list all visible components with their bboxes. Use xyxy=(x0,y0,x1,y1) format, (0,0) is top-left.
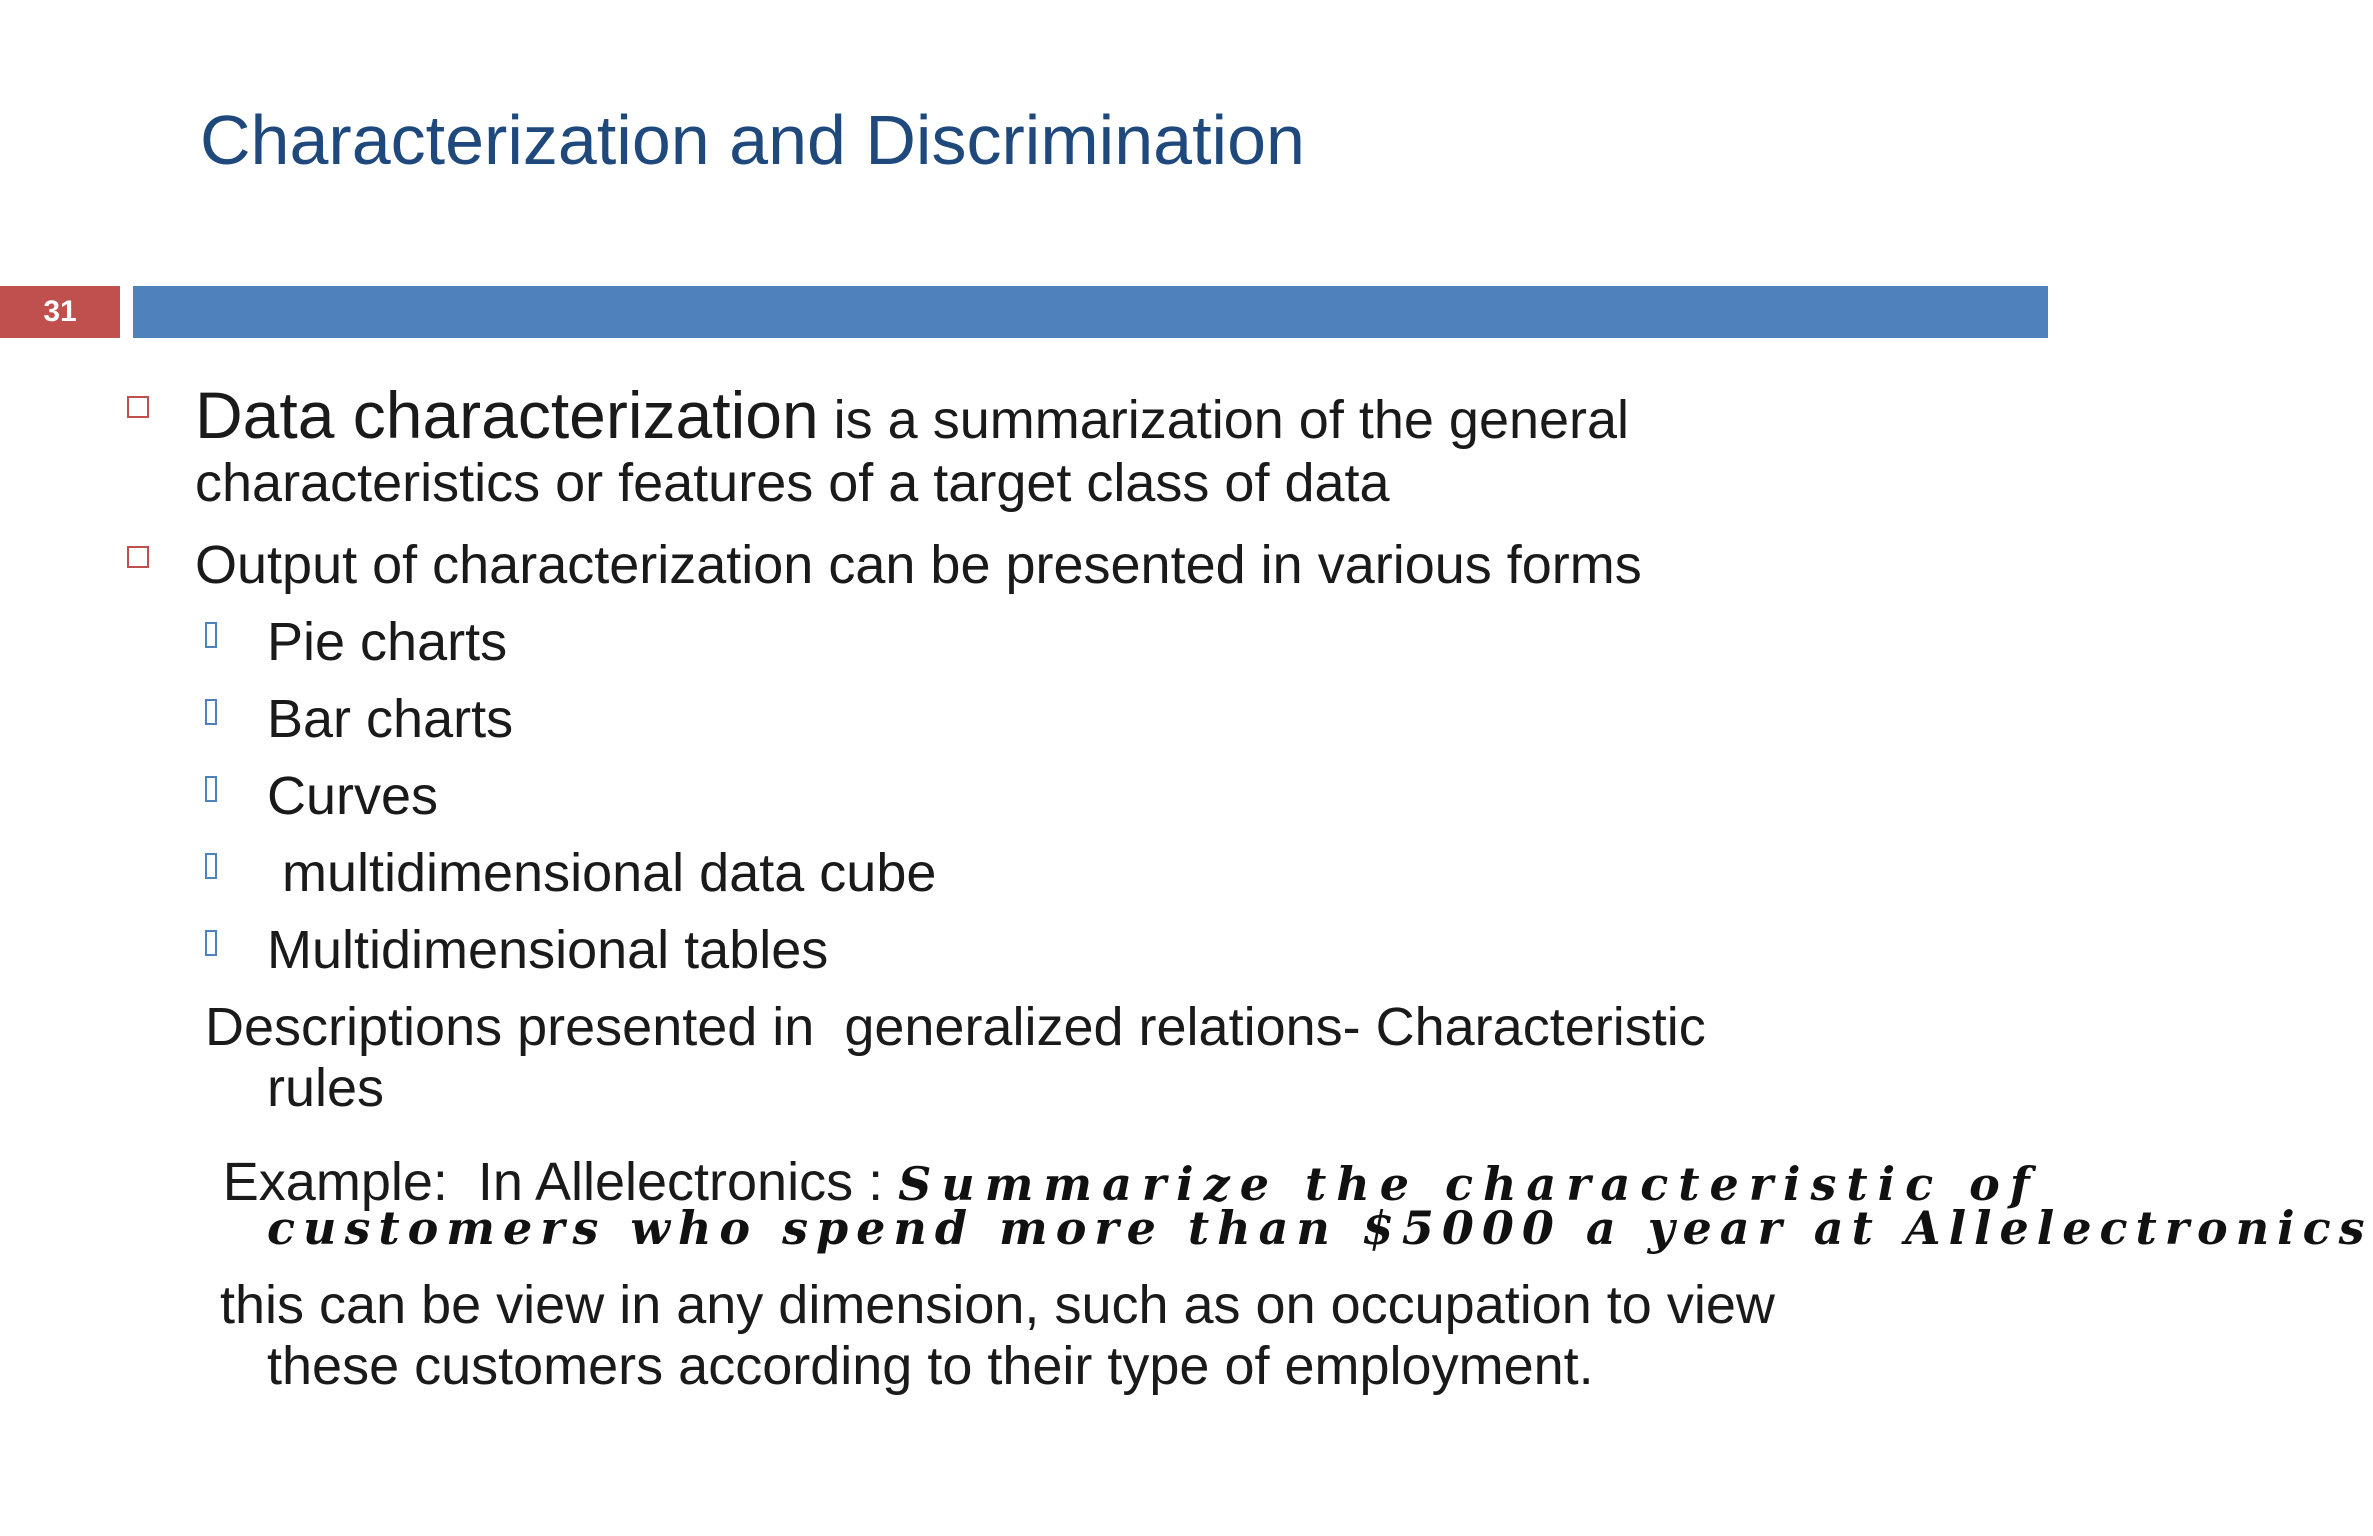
sub-bullet-icon xyxy=(205,853,217,879)
example-prefix: Example: In Allelectronics : xyxy=(222,1152,899,1212)
sub-bullet-pie-charts: Pie charts xyxy=(267,612,508,672)
header-divider-bar xyxy=(133,286,2048,338)
bullet-1-lead: Data characterization xyxy=(195,378,819,452)
bullet-1-line-1 xyxy=(195,378,1630,452)
sub-bullet-icon xyxy=(205,699,217,725)
view-line-2: these customers according to their type of employment. xyxy=(267,1336,1594,1396)
bullet-1-line-2: characteristics or features of a target class of data xyxy=(195,453,1390,513)
sub-bullet-multidimensional-tables: Multidimensional tables xyxy=(267,920,829,980)
example-script-line-2: customers who spend more than $5000 a year at Allelectronics xyxy=(267,1201,2373,1255)
sub-bullet-icon xyxy=(205,930,217,956)
sub-bullet-icon xyxy=(205,776,217,802)
sub-bullet-curves: Curves xyxy=(267,766,439,826)
descriptions-line-2: rules xyxy=(267,1058,385,1118)
sub-bullet-icon xyxy=(205,622,217,648)
sub-bullet-data-cube: multidimensional data cube xyxy=(267,843,937,903)
page-number-badge: 31 xyxy=(0,286,120,338)
square-bullet-icon xyxy=(127,396,149,418)
slide-title: Characterization and Discrimination xyxy=(200,101,1305,179)
bullet-2-text: Output of characterization can be presented in various forms xyxy=(195,535,1642,595)
descriptions-line-1: Descriptions presented in generalized relations- Characteristic xyxy=(205,997,1706,1057)
sub-bullet-bar-charts: Bar charts xyxy=(267,689,514,749)
view-line-1: this can be view in any dimension, such as on occupation to view xyxy=(220,1275,1775,1335)
square-bullet-icon xyxy=(127,546,149,568)
bullet-1-rest: is a summarization of the general xyxy=(818,390,1630,450)
example-script-line-1: Summarize the characteristic of xyxy=(898,1157,2040,1211)
